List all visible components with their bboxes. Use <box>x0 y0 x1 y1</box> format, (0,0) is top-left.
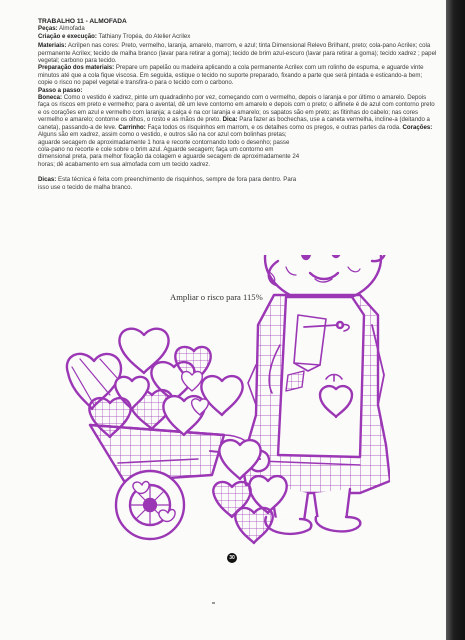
dica-label: Dica: <box>222 116 238 124</box>
enlarge-caption: Ampliar o risco para 115% <box>170 292 263 302</box>
scan-edge-shadow <box>446 0 465 640</box>
carrinho-label: Carrinho: <box>118 123 146 131</box>
preparacao-text: Prepare um papelão ou madeira aplicando a cola permanente Acrilex com um rolinho de espuma, e aguarde vinte minutos até que a cola fique viscosa. Em seguida, estique o tecido no suporte preparado, fixando a parte que será pintada e esticando-a bem; copie o risco no papel vegetal e transfira-o para o tecido com o carbono. <box>38 64 424 87</box>
materiais-paragraph <box>38 42 438 64</box>
criacao-label: Criação e execução: <box>38 32 97 40</box>
materiais-text: Acrilpen nas cores: Preto, vermelho, laranja, amarelo, marrom, e azul; tinta Dimensional Relevo Brilhant, preto; cola-pano Acrilex; cola permanente Acrilex; tecido de malha branco (lavar para retirar a goma); tecido de brim azul-escuro (lavar para retirar a goma); tecido xadrez ; papel vegetal; carbono para tecido. <box>38 42 437 65</box>
preparacao-paragraph <box>38 64 438 86</box>
boneca-paragraph-1 <box>38 94 438 131</box>
dicas-paragraph <box>38 176 300 191</box>
boneca-label: Boneca: <box>38 94 63 102</box>
carrinho-text: Faça todos os risquinhos em marrom, e os detalhes como os pregos, e outras partes da roda. <box>147 123 401 131</box>
coracoes-label: Corações: <box>402 123 433 131</box>
scan-speck <box>212 602 215 604</box>
doll-pattern-illustration <box>60 255 390 545</box>
pecas-value: Almofada <box>59 25 85 33</box>
coracoes-paragraph <box>38 131 300 168</box>
boneca-text: Como o vestido é xadrez, pinte um quadradinho por vez, começando com o vermelho, depois o laranja e por último o amarelo. Depois faça os riscos em preto e vermelho; para o avental, dê um leve contorno em amarelo e depois com o preto; o alfinete é de azul com contorno preto e os corações em azul e vermelho com laranja; a calça é na cor laranja e amarelo; os sapatos são em preto; as fitinhas do cabelo; nas cores vermelho e amarelo; contorne os olhos, o rosto e as mãos de preto. <box>38 94 435 124</box>
preparacao-label: Preparação dos materiais: <box>38 64 115 72</box>
instructions-text <box>38 18 438 191</box>
criacao-line <box>38 33 438 40</box>
dicas-text: Esta técnica é feita com preenchimento de risquinhos, sempre de fora para dentro. Para isso use o tecido de malha branco. <box>38 176 297 191</box>
passo-heading: Passo a passo: <box>38 86 83 94</box>
page-title: TRABALHO 11 - ALMOFADA <box>38 18 127 25</box>
coracoes-text: Alguns são em xadrez, assim como o vestido, e outros são na cor azul com bolinhas pretas; aguarde secagem de aproximadamente 1 hora e recorte contornando todo o desenho; passe cola-pano no recorte e cole sobre o brim azul. Aguarde secagem; faça um contorno em dimensional preta, para melhor fixação da colagem e aguarde secagem de aproximadamente 24 horas; dê acabamento em sua almofada com um tecido xadrez. <box>38 131 300 168</box>
dicas-label: Dicas: <box>38 176 57 184</box>
pecas-line <box>38 25 438 32</box>
pecas-label: Peças: <box>38 25 58 33</box>
criacao-value: Tathiany Tropéa, do Atelier Acrilex <box>98 32 191 40</box>
page-number: 30 <box>227 553 237 563</box>
materiais-label: Materiais: <box>38 42 67 50</box>
hearts-pile <box>67 329 243 437</box>
dica-text: Para fazer as bochechas, use a caneta vermelha, incline-a (deitando a caneta), passando-a de leve. <box>38 116 430 131</box>
